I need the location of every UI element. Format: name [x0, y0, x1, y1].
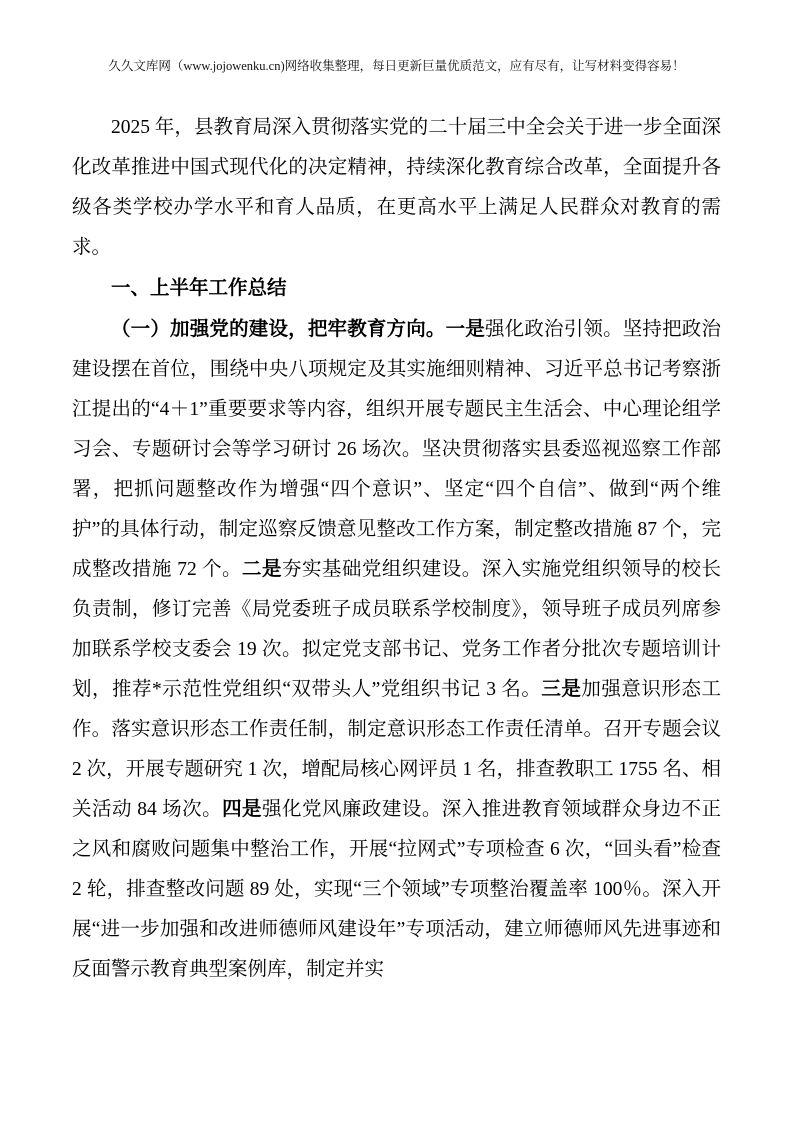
- subsection-bold-4: 四是: [222, 799, 263, 820]
- subsection-paragraph: [72, 310, 721, 990]
- intro-paragraph: 2025 年，县教育局深入贯彻落实党的二十届三中全会关于进一步全面深化改革推进中国式现代化的决定精神，持续深化教育综合改革，全面提升各级各类学校办学水平和育人品质，在更高水平上满足人民群众对教育的需求。: [72, 117, 721, 258]
- subsection-part-2: 夯实基础党组织建设。深入实施党组织领导的校长负责制，修订完善《局党委班子成员联系学校制度》，领导班子成员列席参加联系学校支委会 19 次。拟定党支部书记、党务工作者分批次专题培训计划，推荐*示范性党组织“双带头人”党组织书记 3 名。: [72, 559, 721, 700]
- section-heading: 一、上半年工作总结: [111, 278, 287, 299]
- watermark-text: 久久文库网（www.jojowenku.cn)网络收集整理，每日更新巨量优质范文，应有尽有，让写材料变得容易！: [108, 59, 685, 73]
- subsection-lead-bold: （一）加强党的建设，把牢教育方向。一是: [111, 319, 485, 340]
- subsection-bold-2: 二是: [242, 559, 282, 580]
- subsection-part-3: 加强意识形态工作。落实意识形态工作责任制，制定意识形态工作责任清单。召开专题会议 2 次，开展专题研究 1 次，增配局核心网评员 1 名，排查教职工 1755 名、相关活动 84 场次。: [72, 679, 721, 820]
- document-body: [72, 108, 721, 990]
- subsection-part-1: 强化政治引领。坚持把政治建设摆在首位，围绕中央八项规定及其实施细则精神、习近平总书记考察浙江提出的“4＋1”重要要求等内容，组织开展专题民主生活会、中心理论组学习会、专题研讨会等学习研讨 26 场次。坚决贯彻落实县委巡视巡察工作部署，把抓问题整改作为增强“四个意识”、坚定“四个自信”、做到“两个维护”的具体行动，制定巡察反馈意见整改工作方案，制定整改措施 87 个，完成整改措施 72 个。: [72, 319, 721, 580]
- subsection-bold-3: 三是: [541, 679, 582, 700]
- subsection-part-4: 强化党风廉政建设。深入推进教育领域群众身边不正之风和腐败问题集中整治工作，开展“拉网式”专项检查 6 次，“回头看”检查 2 轮，排查整改问题 89 处，实现“三个领域”专项整治覆盖率 100％。深入开展“进一步加强和改进师德师风建设年”专项活动，建立师德师风先进事迹和反面警示教育典型案例库，制定并实: [72, 799, 721, 980]
